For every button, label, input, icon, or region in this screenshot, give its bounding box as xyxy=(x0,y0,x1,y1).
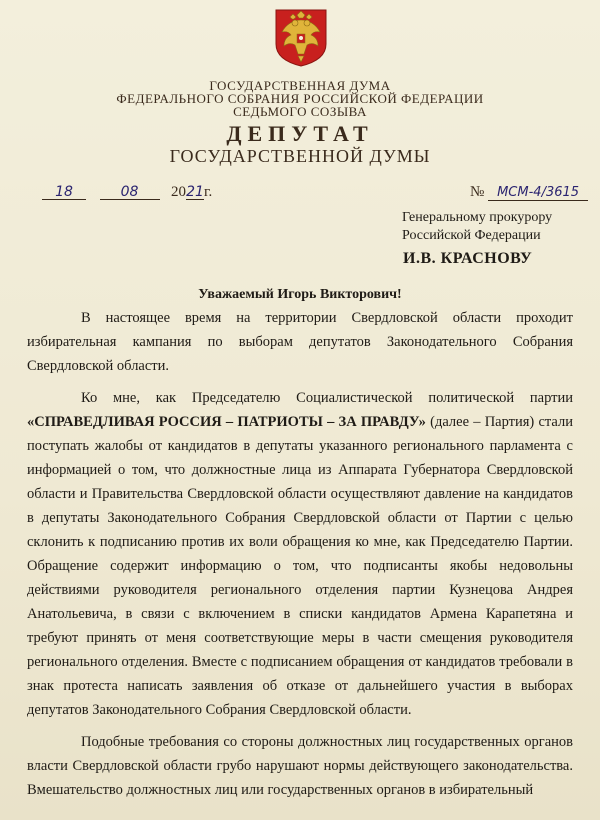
paragraph-2-start: Ко мне, как Председателю Социалистической политической партии xyxy=(81,390,573,406)
date-month: 08 xyxy=(100,184,160,200)
date-line xyxy=(42,184,212,201)
recipient-line-2: Российской Федерации xyxy=(402,228,541,243)
paragraph-1: В настоящее время на территории Свердловской области проходит избирательная кампания по выборам депутатов Законодательного Собрания Свердловской области. xyxy=(27,310,573,374)
date-day: 18 xyxy=(42,184,86,200)
russian-coat-of-arms-icon xyxy=(272,6,330,68)
date-year-prefix: 20 xyxy=(171,184,186,200)
recipient-block xyxy=(402,209,552,245)
paragraph-3: Подобные требования со стороны должностных лиц государственных органов власти Свердловской области грубо нарушают нормы действующего законодательства. Вмешательство должностных лиц или государственных органов в избирательный xyxy=(27,734,573,798)
letter-body xyxy=(27,306,573,802)
party-name: «СПРАВЕДЛИВАЯ РОССИЯ – ПАТРИОТЫ – ЗА ПРАВДУ» xyxy=(27,414,426,430)
duma-title: ГОСУДАРСТВЕННОЙ ДУМЫ xyxy=(169,146,431,166)
date-year-suffix: 21 xyxy=(186,184,204,200)
recipient-line-1: Генеральному прокурору xyxy=(402,210,553,225)
deputy-title: ДЕПУТАТ xyxy=(226,121,374,146)
number-line xyxy=(470,184,588,201)
date-suffix: г. xyxy=(204,184,213,200)
recipient-name: И.В. КРАСНОВУ xyxy=(403,250,533,267)
org-line-3: СЕДЬМОГО СОЗЫВА xyxy=(233,104,367,119)
document-number: МСМ-4/3615 xyxy=(488,185,588,201)
org-line-2: ФЕДЕРАЛЬНОГО СОБРАНИЯ РОССИЙСКОЙ ФЕДЕРАЦИИ xyxy=(116,91,484,106)
paragraph-2 xyxy=(27,386,573,722)
salutation: Уважаемый Игорь Викторович! xyxy=(198,287,402,302)
org-line-1: ГОСУДАРСТВЕННАЯ ДУМА xyxy=(209,78,391,93)
paragraph-2-rest: (далее – Партия) стали поступать жалобы от кандидатов в депутаты указанного регионального парламента с информацией о том, что должностные лица из Аппарата Губернатора Свердловской области и Правительства Свердловской области осуществляют давление на кандидатов в депутаты Законодательного Собрания Свердловской области от Партии с целью склонить к подписанию против их воли обращения ко мне, как Председателю Партии. Обращение содержит информацию о том, что подписанты якобы недовольны действиями руководителя регионального отделения партии Кузнецова Андрея Анатольевича, в связи с включением в списки кандидатов Армена Карапетяна и требуют принять от меня соответствующие меры в части смещения руководителя регионального отделения. Вместе с подписанием обращения от кандидатов требовали в знак протеста написать заявления об отказе от дальнейшего участия в выборах депутатов Законодательного Собрания Свердловской области. xyxy=(27,414,573,718)
number-prefix: № xyxy=(470,184,485,200)
